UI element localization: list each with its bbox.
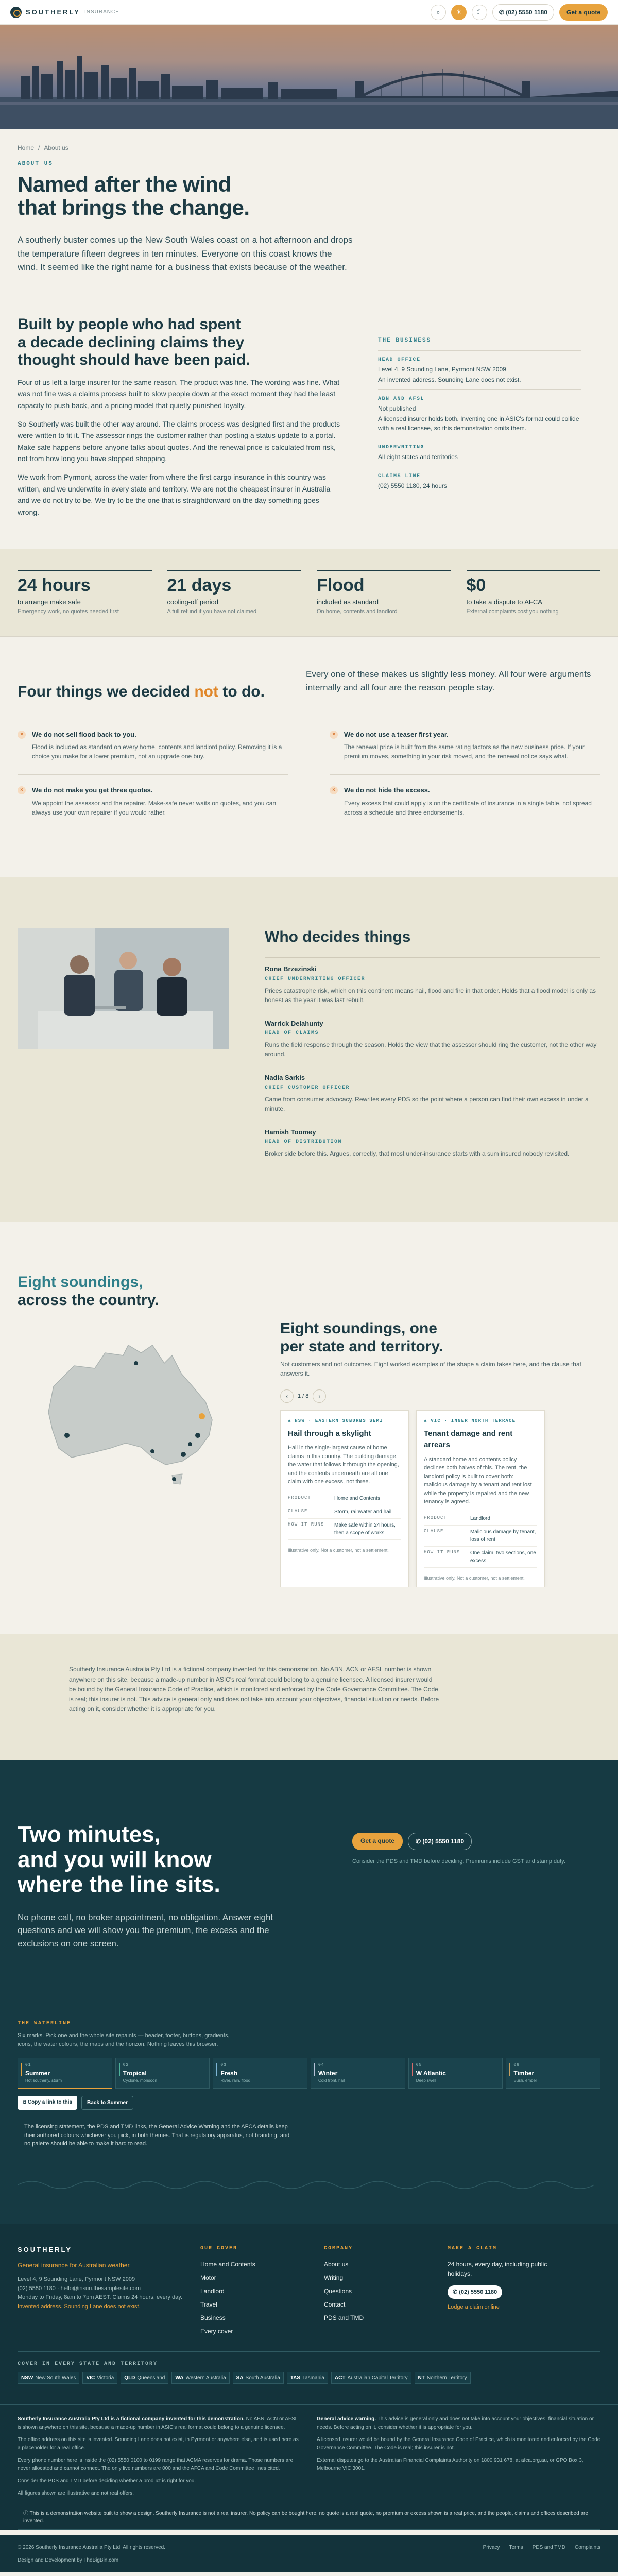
stat-number: $0 <box>466 575 486 596</box>
state-code: QLD <box>124 2375 135 2381</box>
swatch-name: Tropical <box>123 2070 147 2077</box>
state-chip[interactable] <box>82 2372 117 2384</box>
state-code: WA <box>175 2375 184 2381</box>
cross-icon: × <box>330 786 338 794</box>
site-footer <box>0 2224 618 2404</box>
swatch-name: Fresh <box>220 2070 238 2077</box>
back-to-summer-button[interactable]: Back to Summer <box>81 2096 133 2110</box>
stat-item <box>167 570 302 616</box>
thing-desc: The renewal price is built from the same rating factors as the new business price. If your premium moves, something in your risk moved, and the renewal notice says what. <box>344 743 585 760</box>
built-paragraph: So Southerly was built the other way around. The claims process was designed first and the products were written to fit it. The assessor rings the customer rather than posting a status update to a portal. Make safe happens before anyone talks about quotes. And the renewal price is calculated from risk, not from how long you have stopped shopping. <box>18 419 340 463</box>
footer-hours: Monday to Friday, 8am to 7pm AEST. Claims 24 hours, every day. <box>18 2294 182 2301</box>
theme-swatch-timber[interactable] <box>506 2058 600 2089</box>
soundings-right-title-1: Eight soundings, one <box>280 1320 437 1337</box>
stat-label: cooling-off period <box>167 598 218 606</box>
card-row-key: CLAUSE <box>424 1528 444 1534</box>
thing-desc: Flood is included as standard on every home, contents and landlord policy. Removing it is a choice you make for a lower premium, not an upgrade one buy. <box>32 743 282 760</box>
swatch-desc: Hot southerly, storm <box>25 2078 62 2083</box>
four-title-c: to do. <box>218 683 265 701</box>
state-code: SA <box>236 2375 244 2381</box>
person-item <box>265 957 600 1012</box>
fact-key: CLAIMS LINE <box>378 473 421 479</box>
person-desc: Came from consumer advocacy. Rewrites every PDS so the point where a person can find their own excess in under a minute. <box>265 1095 589 1112</box>
card-row-key: CLAUSE <box>288 1508 308 1514</box>
legal-text: The office address on this site is invented. Sounding Lane does not exist, in Pyrmont or anywhere else, and is used here as a placeholder for a real office. <box>18 2436 299 2451</box>
copyright: © 2026 Southerly Insurance Australia Pty Ltd. All rights reserved. <box>18 2544 165 2550</box>
thing-title: We do not make you get three quotes. <box>32 786 153 794</box>
waterline-lead: Six marks. Pick one and the whole site repaints — header, footer, buttons, gradients, icons, the water colours, the maps and the horizon. Nothing leaves this browser. <box>18 2032 230 2047</box>
stat-number: 21 days <box>167 575 232 596</box>
header-quote-button[interactable]: Get a quote <box>559 4 608 21</box>
person-name: Nadia Sarkis <box>265 1074 305 1082</box>
phone-icon: ✆ <box>416 1838 423 1845</box>
cta-title-3: where the line sits. <box>18 1872 220 1897</box>
card-row-key: HOW IT RUNS <box>288 1521 324 1527</box>
stat-number: Flood <box>317 575 365 596</box>
legal-text: No ABN, ACN or AFSL is shown anywhere on this site, because a made-up number in ASIC's real format could belong to a genuine licensee. <box>18 2416 298 2430</box>
cross-icon: × <box>330 731 338 739</box>
footer-cover-heading: OUR COVER <box>200 2245 238 2251</box>
fact-key: ABN AND AFSL <box>378 396 425 402</box>
stat-item <box>18 570 152 616</box>
waterline-panel <box>18 2007 600 2154</box>
cta-phone-button[interactable] <box>408 1833 472 1850</box>
design-credit[interactable]: Design and Development by TheBigBin.com <box>0 2556 618 2572</box>
page-title-line-1: Named after the wind <box>18 172 231 196</box>
footer-link[interactable]: Questions <box>324 2287 352 2295</box>
four-title-a: Four things we decided <box>18 683 195 701</box>
person-name: Warrick Delahunty <box>265 1019 323 1027</box>
stat-sub: External complaints cost you nothing <box>466 608 559 615</box>
legal-heading: Southerly Insurance Australia Pty Ltd is a fictional company invented for this demonstration. <box>18 2416 245 2422</box>
thing-item <box>18 774 288 831</box>
footer-link[interactable]: Writing <box>324 2274 344 2281</box>
swatch-name: W Atlantic <box>416 2070 446 2077</box>
card-row-key: PRODUCT <box>424 1515 447 1520</box>
card-tag: ▲ NSW · EASTERN SUBURBS SEMI <box>288 1418 383 1424</box>
demo-notice <box>0 2502 618 2530</box>
swatch-number: 01 <box>25 2063 31 2068</box>
person-name: Rona Brzezinski <box>265 965 317 973</box>
state-code: NT <box>418 2375 425 2381</box>
disclaimer-band <box>0 1634 618 1760</box>
cta-title-1: Two minutes, <box>18 1822 161 1848</box>
legal-text: Consider the PDS and TMD before deciding whether a product is right for you. <box>18 2478 196 2484</box>
theme-icon[interactable]: ☀ <box>451 5 467 20</box>
brand-tagline: INSURANCE <box>84 9 119 15</box>
phone-icon: ✆ <box>499 8 506 16</box>
copy-link-button[interactable] <box>18 2096 77 2110</box>
built-section <box>0 295 618 518</box>
state-coverage <box>18 2351 600 2384</box>
footer-claim-heading: MAKE A CLAIM <box>448 2245 497 2251</box>
fact-value: Not published <box>378 404 416 412</box>
business-facts <box>378 316 581 518</box>
who-decides-section <box>0 877 618 1223</box>
swatch-desc: River, rain, flood <box>220 2078 251 2083</box>
states-heading: COVER IN EVERY STATE AND TERRITORY <box>18 2361 158 2367</box>
card-tag: ▲ VIC · INNER NORTH TERRACE <box>424 1418 516 1424</box>
swatch-number: 04 <box>318 2063 324 2068</box>
about-intro: A southerly buster comes up the New South Wales coast on a hot afternoon and drops the temperature fifteen degrees in ten minutes. Everyone on this coast knows the wind. It seemed like the right name for a business that exists because of the weather. <box>18 235 353 272</box>
fact-abn <box>378 389 581 438</box>
link-icon: ⧉ <box>23 2099 28 2106</box>
header-phone-button[interactable] <box>492 4 554 21</box>
footer-link[interactable]: Motor <box>200 2274 216 2281</box>
built-paragraph: Four of us left a large insurer for the same reason. The product was fine. The wording was fine. What was not fine was a claims process built to slow people down at the exact moment they had the least capacity to push back, and a pricing model that quietly punished loyalty. <box>18 378 340 410</box>
cta-lead: No phone call, no broker appointment, no obligation. Answer eight questions and we will show you the premium, the excess and the exclusions on one screen. <box>18 1912 273 1948</box>
phone-icon: ✆ <box>453 2289 459 2295</box>
state-code: TAS <box>290 2375 301 2381</box>
soundings-section <box>0 1222 618 1587</box>
swatch-desc: Cold front, hail <box>318 2078 345 2083</box>
moon-icon[interactable]: ☾ <box>472 5 487 20</box>
breadcrumb <box>0 129 618 152</box>
cta-quote-button[interactable]: Get a quote <box>352 1833 403 1850</box>
legal-text: Every phone number here is inside the (02) 5550 0100 to 0199 range that ACMA reserves for drama. Those numbers are never allocated and cannot connect. The only live numbers are 000 and the AFCA and Code Committee lines cited. <box>18 2457 294 2471</box>
stat-label: to take a dispute to AFCA <box>466 598 542 606</box>
footer-link[interactable]: About us <box>324 2260 349 2268</box>
person-desc: Prices catastrophe risk, which on this continent means hail, flood and fire in that order. Holds that a flood model is only as honest as the year it was last rebuilt. <box>265 987 596 1004</box>
person-desc: Broker side before this. Argues, correctly, that most under-insurance starts with a sum insured nobody revisited. <box>265 1150 570 1158</box>
card-footnote: Illustrative only. Not a customer, not a settlement. <box>288 1547 389 1553</box>
card-row-value: Malicious damage by tenant, loss of rent <box>470 1529 536 1543</box>
footer-brand[interactable]: SOUTHERLY <box>18 2245 72 2253</box>
footer-base <box>0 2535 618 2556</box>
who-title: Who decides things <box>265 928 411 945</box>
sounding-carousel[interactable] <box>280 1410 548 1587</box>
stat-number: 24 hours <box>18 575 91 596</box>
legal-text: This advice is general only and does not take into account your objectives, financial situation or needs. Before acting on it, consider whether it is appropriate for you. <box>317 2416 594 2430</box>
stat-sub: Emergency work, no quotes needed first <box>18 608 119 615</box>
state-name: Western Australia <box>185 2375 226 2381</box>
fact-note: A licensed insurer holds both. Inventing one in ASIC's format could collide with a real licensee, so this demonstration omits them. <box>378 415 579 432</box>
footer-claim-phone: (02) 5550 1180 <box>459 2289 497 2295</box>
legal-text: A licensed insurer would be bound by the General Insurance Code of Practice, which is monitored and enforced by the Code Governance Committee. The Code is real; this insurer is not. <box>317 2436 600 2451</box>
footer-link[interactable]: Contact <box>324 2300 346 2308</box>
disclaimer-text: Southerly Insurance Australia Pty Ltd is a fictional company invented for this demonstration. No ABN, ACN or AFSL number is shown anywhere on this site, because a made-up number in ASIC's real format could belong to a genuine licensee. A licensed insurer would be bound by the General Insurance Code of Practice, which is monitored and enforced by the Code Governance Committee. The Code is real; this insurer is not. This advice is general only and does not take into account your objectives, financial situation or needs. Before acting on it, consider whether it is appropriate for you. <box>69 1666 439 1713</box>
state-name: New South Wales <box>35 2375 76 2381</box>
state-chip[interactable] <box>415 2372 471 2384</box>
thing-item <box>330 719 600 775</box>
page-title <box>0 168 618 219</box>
fact-underwriting <box>378 438 581 467</box>
fact-value[interactable]: (02) 5550 1180, 24 hours <box>378 482 447 489</box>
base-link[interactable]: Privacy <box>483 2544 500 2550</box>
breadcrumb-home[interactable]: Home <box>18 144 35 151</box>
thing-title: We do not use a teaser first year. <box>344 730 449 738</box>
prev-arrow-icon[interactable]: ‹ <box>280 1389 294 1403</box>
stat-item <box>317 570 451 616</box>
thing-desc: We appoint the assessor and the repairer. Make-safe never waits on quotes, and you can always use your own repairer if you would rather. <box>32 799 277 816</box>
base-link[interactable]: PDS and TMD <box>532 2544 565 2550</box>
fact-value: Level 4, 9 Sounding Lane, Pyrmont NSW 2009 <box>378 365 506 373</box>
fact-key: HEAD OFFICE <box>378 357 421 363</box>
four-title <box>18 668 285 701</box>
theme-swatch-fresh[interactable] <box>213 2058 307 2089</box>
swatch-desc: Deep swell <box>416 2078 436 2083</box>
person-item <box>265 1121 600 1166</box>
state-code: VIC <box>86 2375 95 2381</box>
legal-text: External disputes go to the Australian Financial Complaints Authority on 1800 931 678, at afca.org.au, or GPO Box 3, Melbourne VIC 3001. <box>317 2457 583 2471</box>
soundings-title-a: Eight soundings, <box>18 1274 143 1291</box>
four-lead: Every one of these makes us slightly less money. All four were arguments internally and all four are the reason people stay. <box>306 669 591 692</box>
card-title: Tenant damage and rent arrears <box>424 1429 513 1450</box>
state-name: South Australia <box>245 2375 280 2381</box>
swatch-number: 03 <box>220 2063 227 2068</box>
regulatory-notice: The licensing statement, the PDS and TMD links, the General Advice Warning and the AFCA details keep their authored colours whichever you pick, in both themes. That is regulatory apparatus, not branding, and no palette should be able to make it hard to read. <box>18 2117 298 2154</box>
cross-icon: × <box>18 731 26 739</box>
person-name: Hamish Toomey <box>265 1128 316 1136</box>
state-chip[interactable] <box>331 2372 411 2384</box>
soundings-right-title <box>280 1320 600 1355</box>
fact-claims-line <box>378 467 581 496</box>
footer-claim-text: 24 hours, every day, including public holidays. <box>448 2260 547 2277</box>
card-row-value: Home and Contents <box>334 1495 380 1501</box>
stat-sub: A full refund if you have not claimed <box>167 608 257 615</box>
card-desc: Hail in the single-largest cause of home claims in this country. The building damage, the water that follows it through the opening, and the contents underneath are all one claim with one excess, not three. <box>288 1445 399 1485</box>
fact-note: An invented address. Sounding Lane does not exist. <box>378 376 521 383</box>
built-paragraph: We work from Pyrmont, across the water from where the first cargo insurance in this country was written, and we underwrite in every state and territory. We are not the cheapest insurer in Australia and we do not try to be. We try to be the one that is straightforward on the day something goes wrong. <box>18 473 331 516</box>
state-chip[interactable] <box>171 2372 229 2384</box>
cta-phone: (02) 5550 1180 <box>422 1838 465 1845</box>
thing-item <box>18 719 288 775</box>
state-chip[interactable] <box>18 2372 79 2384</box>
state-name: Tasmania <box>302 2375 324 2381</box>
built-title-line-3: thought should have been paid. <box>18 351 250 369</box>
card-row-value: Landlord <box>470 1515 490 1521</box>
person-desc: Runs the field response through the season. Holds the view that the assessor should ring the customer, not the other way around. <box>265 1041 597 1058</box>
footer-link[interactable]: Home and Contents <box>200 2260 255 2268</box>
brand-name: SOUTHERLY <box>26 8 80 16</box>
site-header <box>0 0 618 25</box>
swatch-desc: Bush, ember <box>513 2078 537 2083</box>
logo-icon <box>10 7 22 18</box>
swatch-name: Timber <box>513 2070 535 2077</box>
copy-link-label: Copy a link to this <box>27 2099 73 2106</box>
cta-title-2: and you will know <box>18 1846 212 1872</box>
swatch-number: 02 <box>123 2063 129 2068</box>
wave-divider <box>18 2175 600 2195</box>
footer-note: Invented address. Sounding Lane does not exist. <box>18 2303 141 2310</box>
person-item <box>265 1012 600 1066</box>
page-title-line-2: that brings the change. <box>18 195 250 219</box>
stat-label: to arrange make safe <box>18 598 81 606</box>
footer-link[interactable]: Every cover <box>200 2327 233 2335</box>
facts-eyebrow: THE BUSINESS <box>378 337 432 344</box>
footer-address: Level 4, 9 Sounding Lane, Pyrmont NSW 2009 <box>18 2276 135 2283</box>
footer-company-heading: COMPANY <box>324 2245 353 2251</box>
card-row-value: Make safe within 24 hours, then a scope of works <box>334 1522 396 1536</box>
four-title-accent: not <box>194 683 218 701</box>
soundings-sub: Not customers and not outcomes. Eight worked examples of the shape a claim takes here, and the clause that answers it. <box>280 1361 581 1378</box>
state-name: Northern Territory <box>426 2375 467 2381</box>
state-chip[interactable] <box>233 2372 284 2384</box>
thing-title: We do not hide the excess. <box>344 786 430 794</box>
swatch-desc: Cyclone, monsoon <box>123 2078 157 2083</box>
state-name: Australian Capital Territory <box>347 2375 408 2381</box>
card-row-value: Storm, rainwater and hail <box>334 1509 392 1515</box>
fact-head-office <box>378 350 581 389</box>
theme-swatches <box>18 2058 600 2089</box>
lodge-claim-link[interactable]: Lodge a claim online <box>448 2304 500 2311</box>
fact-key: UNDERWRITING <box>378 444 425 450</box>
legal-heading: General advice warning. <box>317 2416 376 2422</box>
base-link[interactable]: Terms <box>509 2544 523 2550</box>
theme-swatch-winter[interactable] <box>311 2058 405 2089</box>
person-role: CHIEF UNDERWRITING OFFICER <box>265 976 366 982</box>
swatch-number: 06 <box>513 2063 520 2068</box>
footer-link[interactable]: Landlord <box>200 2287 225 2295</box>
person-role: HEAD OF DISTRIBUTION <box>265 1139 342 1145</box>
hero-harbour-image <box>0 25 618 129</box>
next-arrow-icon[interactable]: › <box>313 1389 326 1403</box>
theme-swatch-summer[interactable] <box>18 2058 112 2089</box>
card-title: Hail through a skylight <box>288 1429 371 1438</box>
state-name: Queensland <box>137 2375 165 2381</box>
demo-notice-text: This is a demonstration website built to show a design. Southerly Insurance is not a real insurer. No policy can be bought here, no quote is a real quote, no premium or excess shown is a real price, and the people, claims and offices described are invented. <box>23 2510 588 2524</box>
state-chip[interactable] <box>287 2372 328 2384</box>
australia-map <box>18 1325 244 1495</box>
swatch-number: 05 <box>416 2063 422 2068</box>
theme-swatch-tropical[interactable] <box>115 2058 210 2089</box>
waterline-eyebrow: THE WATERLINE <box>18 2021 72 2027</box>
stat-sub: On home, contents and landlord <box>317 608 398 615</box>
thing-desc: Every excess that could apply is on the certificate of insurance in a single table, not spread across a schedule and three endorsements. <box>344 799 592 816</box>
theme-swatch-atlantic[interactable] <box>408 2058 503 2089</box>
state-code: NSW <box>21 2375 33 2381</box>
stat-item <box>467 570 601 616</box>
card-row-key: PRODUCT <box>288 1495 311 1500</box>
quote-cta-section <box>0 1760 618 2224</box>
thing-title: We do not sell flood back to you. <box>32 730 136 738</box>
person-item <box>265 1066 600 1121</box>
four-things-section <box>0 637 618 831</box>
carousel-counter: 1 / 8 <box>298 1393 309 1400</box>
state-name: Victoria <box>97 2375 114 2381</box>
person-role: CHIEF CUSTOMER OFFICER <box>265 1084 350 1091</box>
cta-title <box>18 1822 306 1897</box>
breadcrumb-separator: / <box>38 144 40 151</box>
footer-link[interactable]: Business <box>200 2314 226 2321</box>
base-link[interactable]: Complaints <box>574 2544 600 2550</box>
built-title-line-2: a decade declining claims they <box>18 333 245 351</box>
soundings-title-b: across the country. <box>18 1291 159 1309</box>
person-role: HEAD OF CLAIMS <box>265 1030 319 1037</box>
sounding-card[interactable] <box>280 1410 409 1587</box>
soundings-right-title-2: per state and territory. <box>280 1337 443 1355</box>
sounding-card[interactable] <box>416 1410 545 1587</box>
cta-note: Consider the PDS and TMD before deciding. Premiums include GST and stamp duty. <box>352 1858 565 1865</box>
footer-claim-phone-button[interactable] <box>448 2285 502 2299</box>
legal-text: All figures shown are illustrative and not real offers. <box>18 2490 134 2496</box>
header-phone: (02) 5550 1180 <box>506 8 547 16</box>
about-eyebrow: ABOUT US <box>18 161 53 167</box>
card-footnote: Illustrative only. Not a customer, not a settlement. <box>424 1575 525 1581</box>
built-title <box>18 316 342 369</box>
thing-item <box>330 774 600 831</box>
card-desc: A standard home and contents policy declines both halves of this. The rent, the landlord policy is built to cover both: malicious damage by a tenant and rent lost while the property is repaired and the new tenancy is agreed. <box>424 1456 532 1505</box>
card-row-key: HOW IT RUNS <box>424 1549 460 1555</box>
soundings-title <box>18 1274 244 1309</box>
stats-band <box>0 549 618 637</box>
footer-link[interactable]: PDS and TMD <box>324 2314 364 2321</box>
legal-section <box>0 2404 618 2502</box>
footer-link[interactable]: Travel <box>200 2300 217 2308</box>
swatch-name: Summer <box>25 2070 50 2077</box>
team-meeting-image <box>18 928 229 1049</box>
search-icon[interactable]: ⌕ <box>431 5 446 20</box>
breadcrumb-current: About us <box>44 144 68 151</box>
swatch-name: Winter <box>318 2070 338 2077</box>
footer-sub: General insurance for Australian weather. <box>18 2262 131 2269</box>
footer-contact[interactable]: (02) 5550 1180 · hello@insuri.thesamplesite.com <box>18 2285 141 2292</box>
state-code: ACT <box>334 2375 346 2381</box>
brand-logo[interactable] <box>10 7 119 18</box>
built-title-line-1: Built by people who had spent <box>18 316 241 333</box>
stat-label: included as standard <box>317 598 379 606</box>
cross-icon: × <box>18 786 26 794</box>
card-row-value: One claim, two sections, one excess <box>470 1550 536 1564</box>
state-chip[interactable] <box>121 2372 168 2384</box>
info-icon: ⓘ <box>23 2510 30 2516</box>
fact-value: All eight states and territories <box>378 453 458 461</box>
